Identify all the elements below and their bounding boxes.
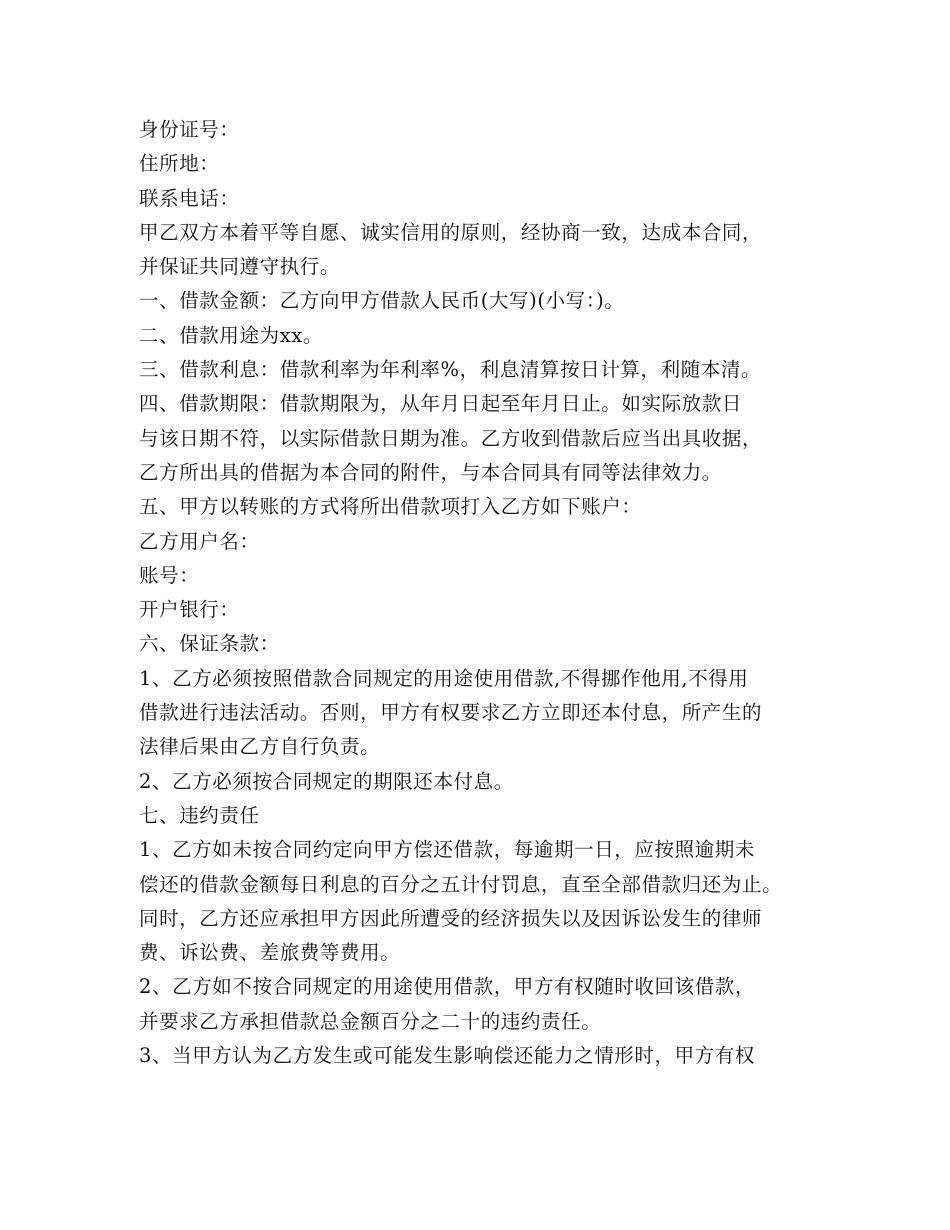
text-line: 一、借款金额：乙方向甲方借款人民币(大写)(小写：)。 [139,289,625,313]
text-line: 与该日期不符，以实际借款日期为准。乙方收到借款后应当出具收据， [139,426,763,450]
text-line: 偿还的借款金额每日利息的百分之五计付罚息，直至全部借款归还为止。 [139,872,783,896]
text-line: 1、乙方必须按照借款合同规定的用途使用借款,不得挪作他用,不得用 [139,666,749,690]
text-line: 甲乙双方本着平等自愿、诚实信用的原则，经协商一致，达成本合同， [139,220,763,244]
text-line: 并要求乙方承担借款总金额百分之二十的违约责任。 [139,1009,602,1033]
text-line: 身份证号： [139,118,240,141]
text-line: 账号： [139,563,200,587]
text-line: 三、借款利息：借款利率为年利率%，利息清算按日计算，利随本清。 [139,358,762,382]
text-line: 法律后果由乙方自行负责。 [139,735,381,759]
text-line: 2、乙方必须按合同规定的期限还本付息。 [139,769,514,793]
text-line: 同时，乙方还应承担甲方因此所遭受的经济损失以及因诉讼发生的律师 [139,906,763,930]
text-line: 五、甲方以转账的方式将所出借款项打入乙方如下账户： [139,495,642,519]
text-line: 二、借款用途为xx。 [139,323,323,347]
text-line: 联系电话： [139,186,240,210]
text-line: 费、诉讼费、差旅费等费用。 [139,941,401,965]
document-body [139,113,839,1073]
text-line: 开户银行： [139,598,240,622]
text-line: 四、借款期限：借款期限为，从年月日起至年月日止。如实际放款日 [139,392,743,416]
text-line: 2、乙方如不按合同规定的用途使用借款，甲方有权随时收回该借款， [139,975,756,999]
text-line: 住所地： [139,152,220,176]
text-line: 六、保证条款： [139,632,280,656]
text-line: 1、乙方如未按合同约定向甲方偿还借款，每逾期一日，应按照逾期未 [139,838,756,862]
text-line: 乙方所出具的借据为本合同的附件，与本合同具有同等法律效力。 [139,460,722,484]
text-line: 乙方用户名： [139,529,260,553]
text-line: 并保证共同遵守执行。 [139,255,341,279]
text-line: 3、当甲方认为乙方发生或可能发生影响偿还能力之情形时，甲方有权 [139,1044,756,1068]
text-line: 借款进行违法活动。否则，甲方有权要求乙方立即还本付息，所产生的 [139,701,763,725]
text-line: 七、违约责任 [139,803,260,827]
